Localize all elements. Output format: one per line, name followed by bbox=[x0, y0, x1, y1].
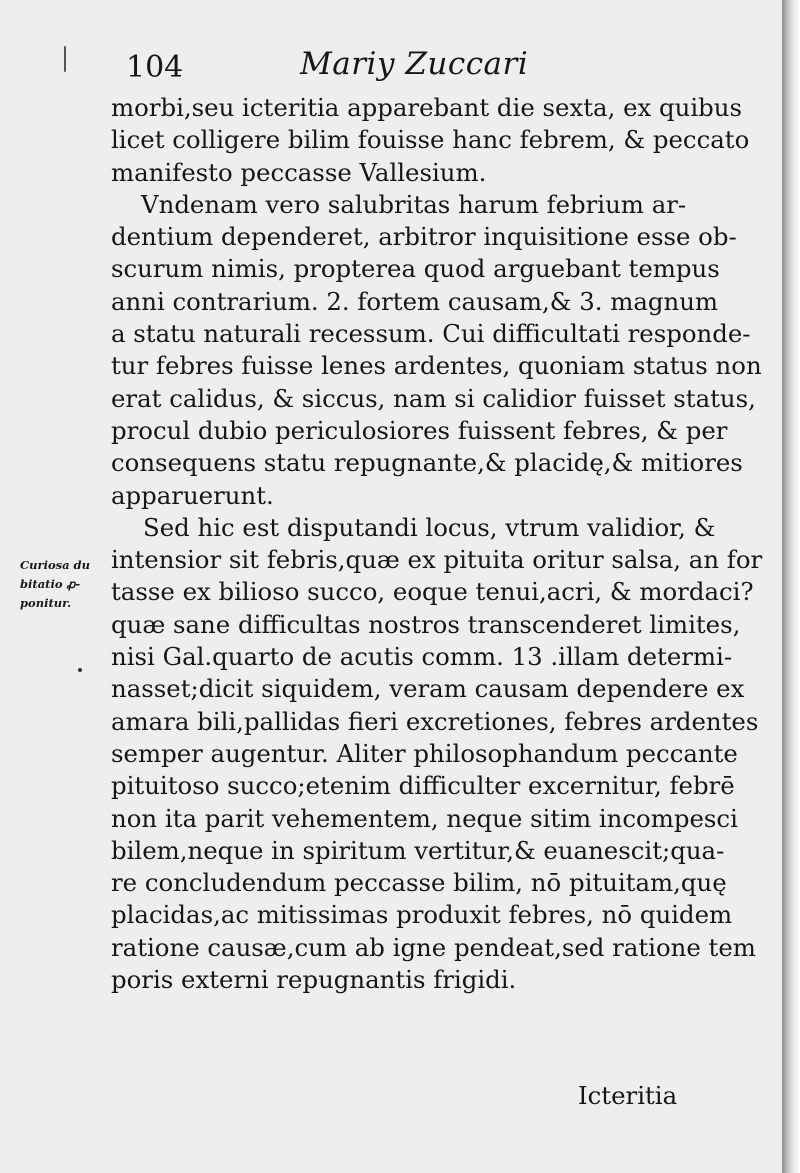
text-line: pituitoso succo;etenim difficulter excernitur, febrē bbox=[111, 771, 735, 801]
margin-note-line: Curiosa du bbox=[20, 558, 90, 572]
ink-speck bbox=[78, 668, 82, 672]
text-line: scurum nimis, propterea quod arguebant tempus bbox=[111, 254, 720, 284]
text-line: manifesto peccasse Vallesium. bbox=[111, 157, 487, 187]
text-line: quæ sane difficultas nostros transcenderet limites, bbox=[111, 609, 741, 639]
page-header bbox=[0, 40, 782, 90]
catchword: Icteritia bbox=[578, 1081, 678, 1110]
margin-note-line: bitatio ꝓ- bbox=[20, 577, 81, 591]
margin-note bbox=[20, 556, 110, 613]
text-line: morbi,seu icteritia apparebant die sexta, ex quibus bbox=[111, 93, 742, 122]
text-line: bilem,neque in spiritum vertitur,& euanescit;qua- bbox=[111, 835, 725, 865]
text-line: a statu naturali recessum. Cui difficultati responde- bbox=[111, 319, 751, 349]
body-text bbox=[111, 92, 763, 996]
text-line: tasse ex bilioso succo, eoque tenui,acri, & mordaci? bbox=[111, 577, 754, 607]
page-edge-shadow bbox=[782, 0, 800, 1173]
text-line: licet colligere bilim fouisse hanc febrem, & peccato bbox=[111, 125, 750, 155]
text-line: consequens statu repugnante,& placidę,& mitiores bbox=[111, 448, 743, 478]
text-line: nisi Gal.quarto de acutis comm. 13 .illam determi- bbox=[111, 642, 733, 672]
text-line: nasset;dicit siquidem, veram causam dependere ex bbox=[111, 674, 745, 704]
text-line: Vndenam vero salubritas harum febrium ar- bbox=[141, 189, 687, 219]
ink-speck bbox=[64, 46, 66, 72]
text-line: ratione causæ,cum ab igne pendeat,sed ratione tem bbox=[111, 932, 756, 962]
text-line: non ita parit vehementem, neque sitim incompesci bbox=[111, 803, 738, 833]
page-number: 104 bbox=[126, 50, 184, 85]
text-line: Sed hic est disputandi locus, vtrum validior, & bbox=[143, 512, 716, 542]
running-head: Mariy Zuccari bbox=[300, 46, 529, 82]
text-line: tur febres fuisse lenes ardentes, quoniam status non bbox=[111, 351, 762, 381]
text-line: placidas,ac mitissimas produxit febres, nō quidem bbox=[111, 900, 733, 930]
text-line: apparuerunt. bbox=[111, 480, 274, 510]
text-line: semper augentur. Aliter philosophandum peccante bbox=[111, 738, 738, 768]
text-line: erat calidus, & siccus, nam si calidior fuisset status, bbox=[111, 383, 756, 413]
margin-note-line: ponitur. bbox=[20, 596, 72, 610]
text-line: amara bili,pallidas fieri excretiones, febres ardentes bbox=[111, 706, 759, 736]
text-line: poris externi repugnantis frigidi. bbox=[111, 965, 517, 995]
text-line: intensior sit febris,quæ ex pituita oritur salsa, an for bbox=[111, 545, 763, 575]
text-line: procul dubio periculosiores fuissent febres, & per bbox=[111, 415, 728, 445]
text-line: anni contrarium. 2. fortem causam,& 3. magnum bbox=[111, 286, 719, 316]
text-line: re concludendum peccasse bilim, nō pituitam,quę bbox=[111, 868, 727, 898]
text-line: dentium dependeret, arbitror inquisitione esse ob- bbox=[111, 222, 737, 252]
